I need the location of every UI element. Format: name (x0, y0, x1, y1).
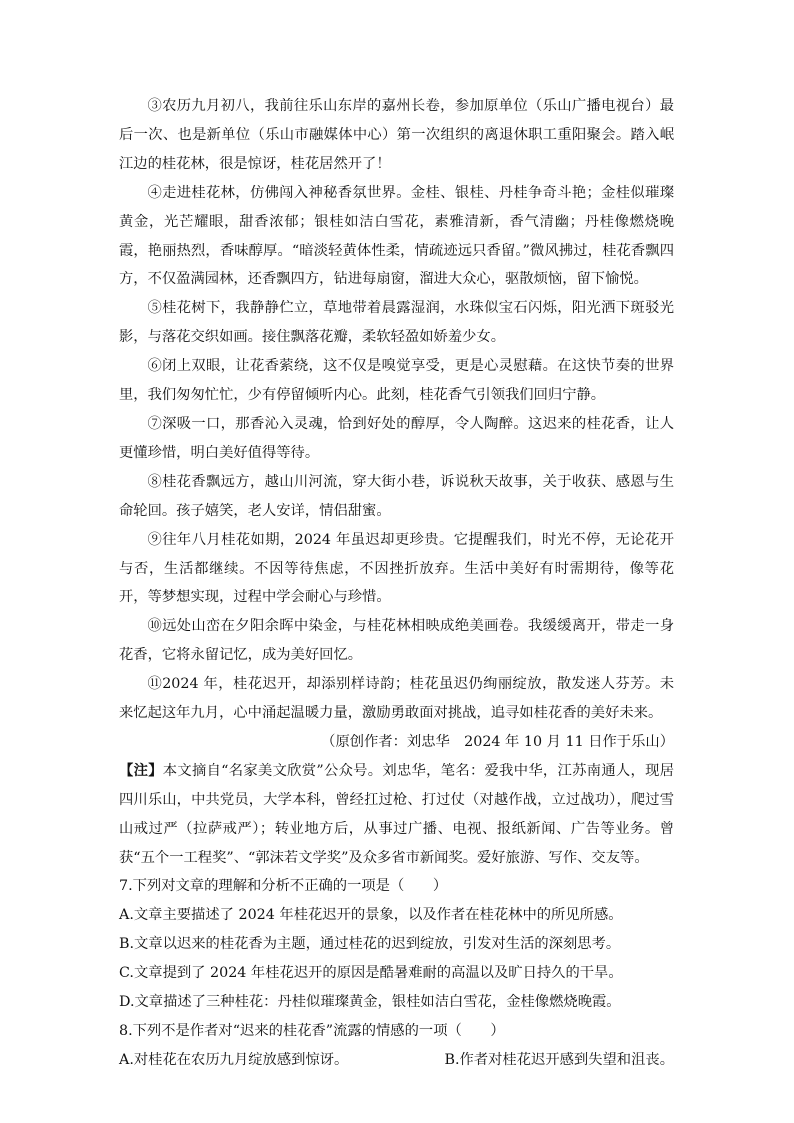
author-note (119, 757, 674, 873)
option-a: A.文章主要描述了 2024 年桂花迟开的景象，以及作者在桂花林中的所见所感。 (119, 907, 623, 924)
author-signature: （原创作者：刘忠华 2024 年 10 月 11 日作于乐山） (321, 733, 674, 750)
paragraph-5: ⑤桂花树下，我静静伫立，草地带着晨露湿润，水珠似宝石闪烁，阳光洒下斑驳光影，与落花交织如画。接住飘落花瓣，柔软轻盈如娇羞少女。 (119, 300, 674, 346)
question-stem: 8.下列不是作者对“迟来的桂花香”流露的情感的一项（ ） (119, 1023, 505, 1039)
article-body (119, 92, 674, 757)
note-label: 【注】 (119, 762, 163, 779)
paragraph-8: ⑧桂花香飘远方，越山川河流，穿大街小巷，诉说秋天故事，关于收获、感恩与生命轮回。孩子嬉笑，老人安详，情侣甜蜜。 (119, 473, 674, 519)
paragraph-6: ⑥闭上双眼，让花香萦绕，这不仅是嗅觉享受，更是心灵慰藉。在这快节奏的世界里，我们匆匆忙忙，少有停留倾听内心。此刻，桂花香气引领我们回归宁静。 (119, 358, 674, 404)
option-c: C.文章提到了 2024 年桂花迟开的原因是酷暑难耐的高温以及旷日持久的干旱。 (119, 965, 623, 982)
question-8 (119, 1017, 674, 1075)
paragraph-3: ③农历九月初八，我前往乐山东岸的嘉州长卷，参加原单位（乐山广播电视台）最后一次、也是新单位（乐山市融媒体中心）第一次组织的离退休职工重阳聚会。踏入岷江边的桂花林，很是惊讶，桂花居然开了！ (119, 98, 674, 172)
paragraph-7: ⑦深吸一口，那香沁入灵魂，恰到好处的醇厚，令人陶醉。这迟来的桂花香，让人更懂珍惜，明白美好值得等待。 (119, 415, 674, 461)
document-body (119, 92, 674, 1075)
paragraph-4: ④走进桂花林，仿佛闯入神秘香氛世界。金桂、银桂、丹桂争奇斗艳；金桂似璀璨黄金，光芒耀眼，甜香浓郁；银桂如洁白雪花，素雅清新，香气清幽；丹桂像燃烧晚霞，艳丽热烈，香味醇厚。“暗淡轻黄体性柔，情疏迹远只香留。”微风拂过，桂花香飘四方，不仅盈满园林，还香飘四方，钻进每扇窗，溜进大众心，驱散烦恼，留下愉悦。 (119, 184, 674, 288)
option-b: B.文章以迟来的桂花香为主题，通过桂花的迟到绽放，引发对生活的深刻思考。 (119, 936, 621, 953)
paragraph-11: ⑪2024 年，桂花迟开，却添别样诗韵；桂花虽迟仍绚丽绽放，散发迷人芬芳。未来忆起这年九月，心中涌起温暖力量，激励勇敢面对挑战，追寻如桂花香的美好未来。 (119, 676, 674, 722)
paragraph-9: ⑨往年八月桂花如期，2024 年虽迟却更珍贵。它提醒我们，时光不停，无论花开与否，生活都继续。不因等待焦虑，不因挫折放弃。生活中美好有时需期待，像等花开，等梦想实现，过程中学会耐心与珍惜。 (119, 531, 674, 606)
options-row (119, 1046, 674, 1075)
note-text: 本文摘自“名家美文欣赏”公众号。刘忠华，笔名：爱我中华，江苏南通人，现居四川乐山，中共党员，大学本科，曾经扛过枪、打过仗（对越作战，立过战功），爬过雪山戒过严（拉萨戒严）；转业地方后，从事过广播、电视、报纸新闻、广告等业务。曾获“五个一工程奖”、“郭沫若文学奖”及众多省市新闻奖。爱好旅游、写作、交友等。 (119, 762, 674, 866)
paragraph-10: ⑩远处山峦在夕阳余晖中染金，与桂花林相映成绝美画卷。我缓缓离开，带走一身花香，它将永留记忆，成为美好回忆。 (119, 618, 674, 664)
option-a: A.对桂花在农历九月绽放感到惊讶。 (119, 1051, 349, 1068)
question-stem: 7.下列对文章的理解和分析不正确的一项是（ ） (119, 878, 448, 895)
option-d: D.文章描述了三种桂花：丹桂似璀璨黄金，银桂如洁白雪花，金桂像燃烧晚霞。 (119, 994, 621, 1011)
question-7 (119, 872, 674, 1017)
option-b: B.作者对桂花迟开感到失望和沮丧。 (444, 1051, 674, 1068)
